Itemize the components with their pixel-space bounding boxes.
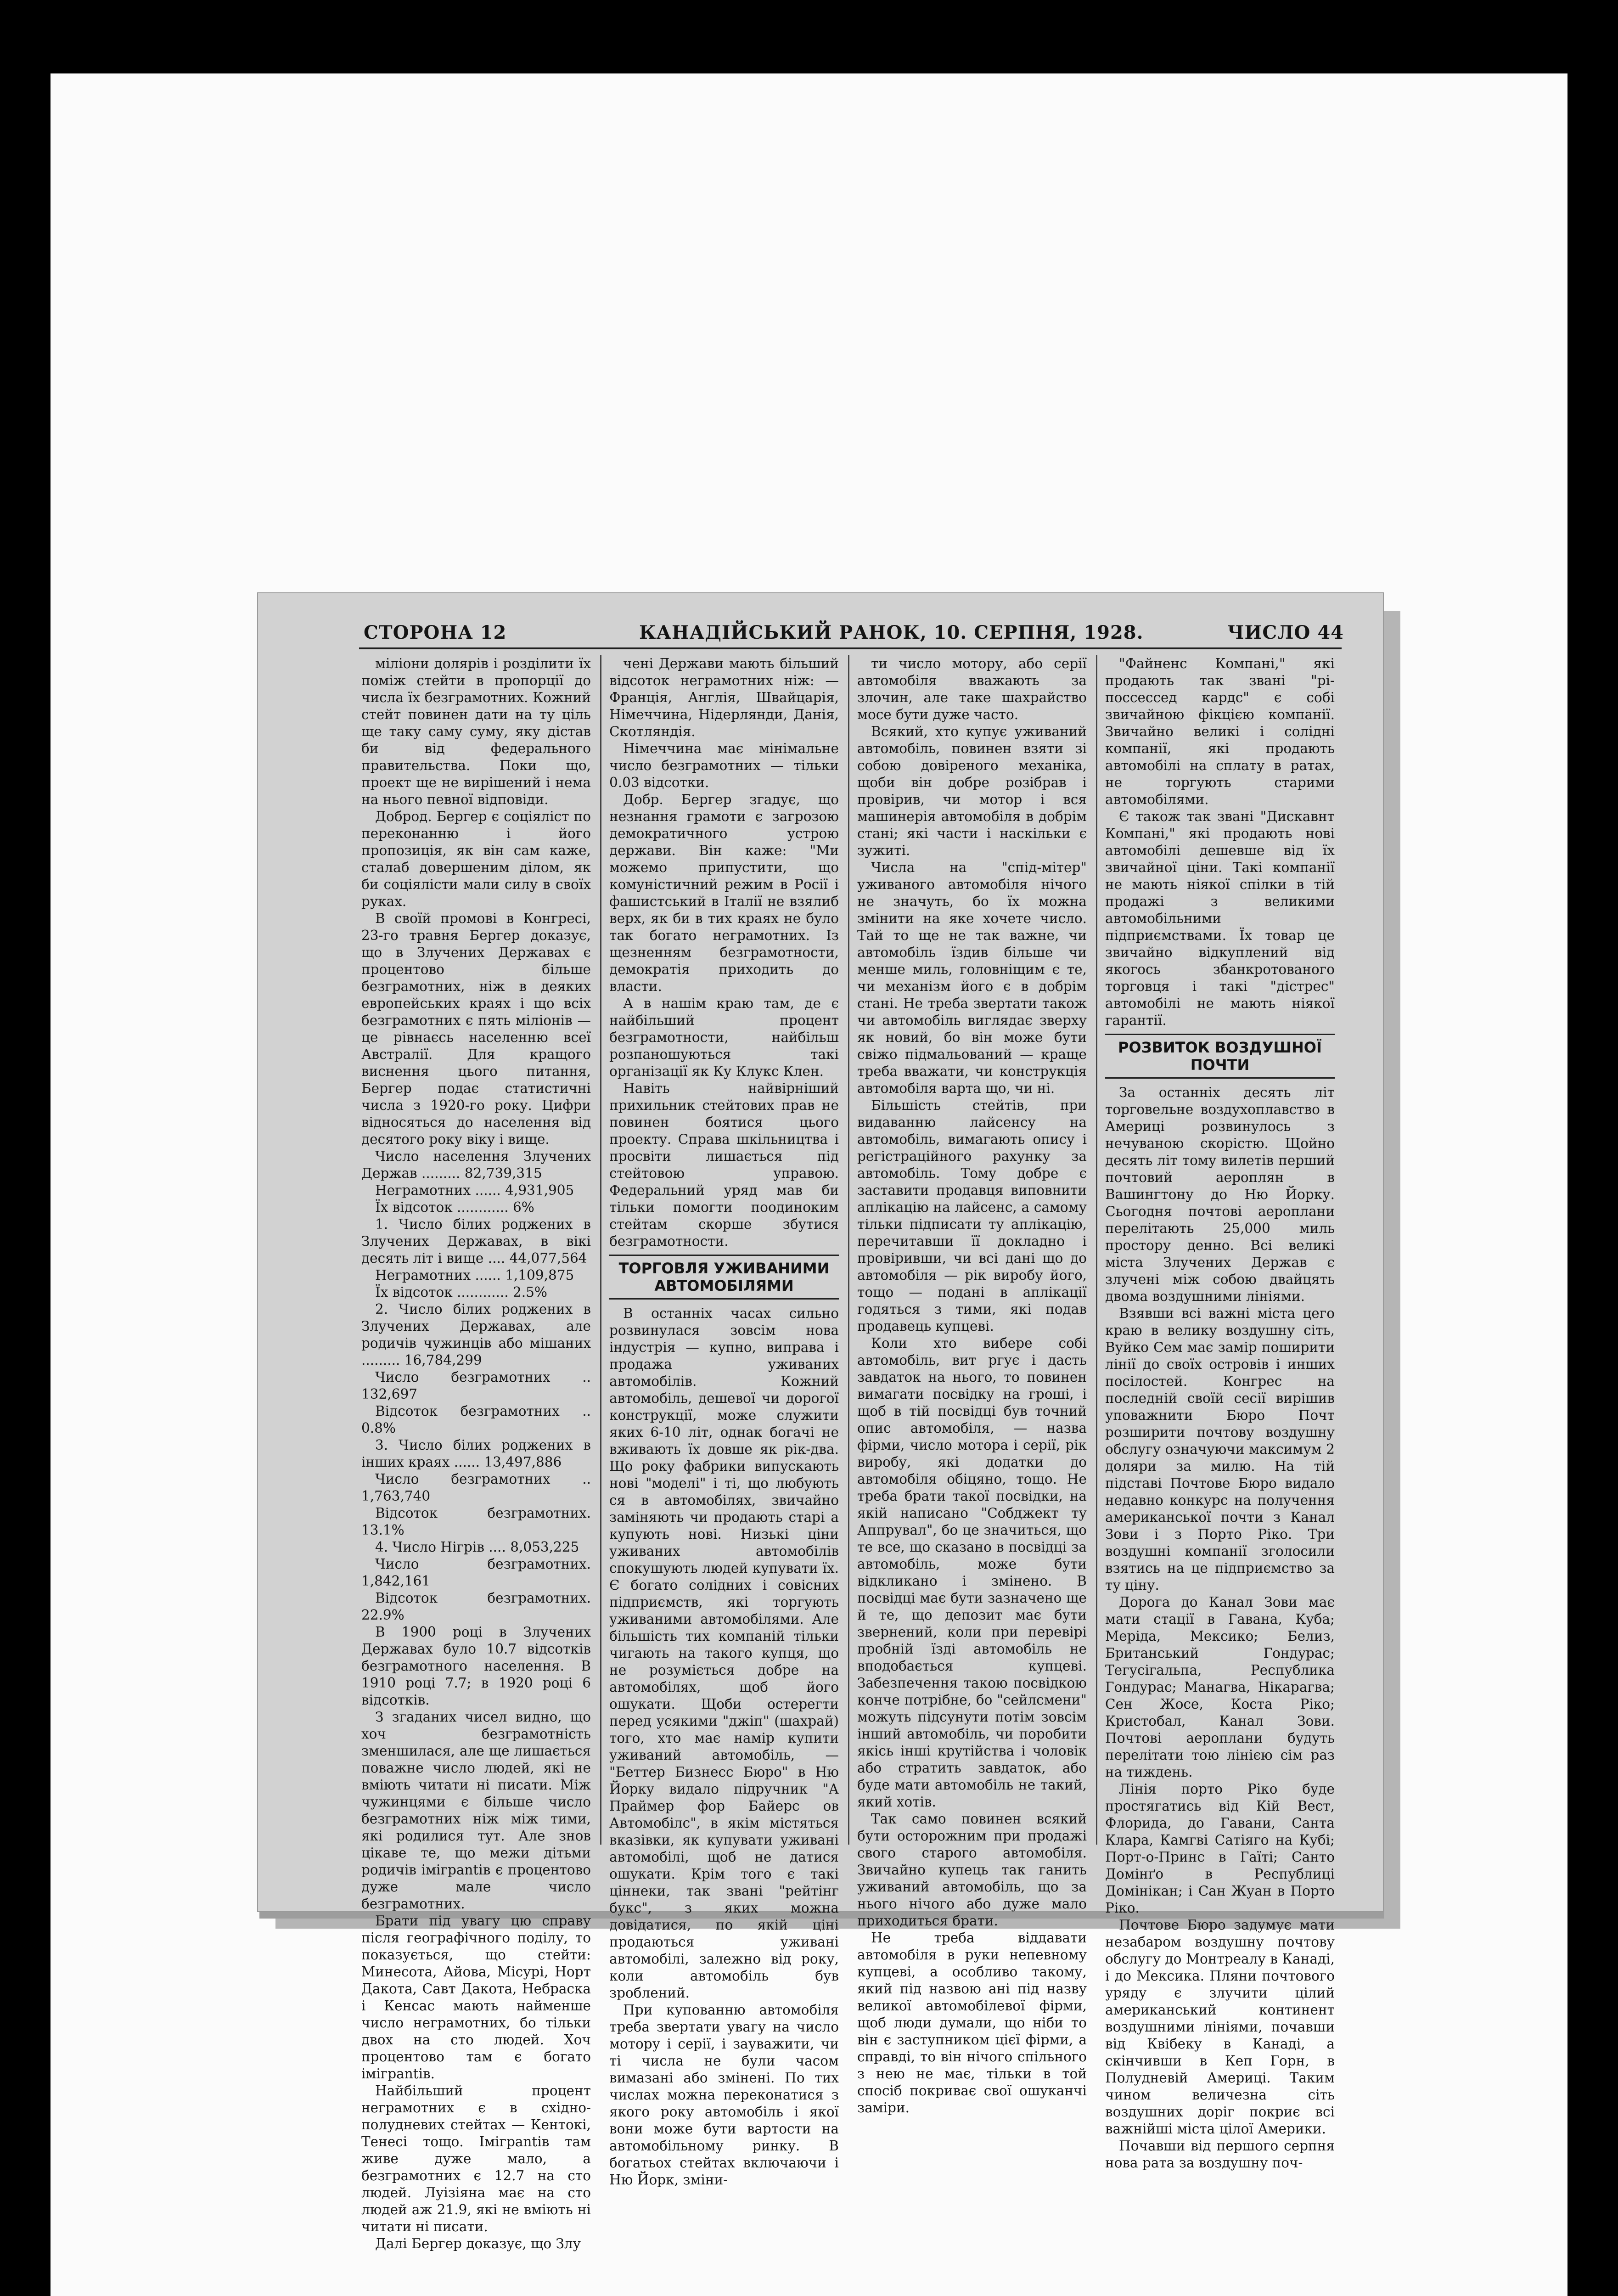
paragraph: Є також так звані "Дискавнт Компані," які продають нові автомобілі дешевше від їх звичайної ціни. Такі компанії не мають ніякої спілки в тій продажі з великими автомобільними підприємствами. Їх товар це звичайно відкуплений від якогось збанкротованого торговця і такі "дістрес" автомобілі не мають ніякої гарантії. [1105, 809, 1335, 1028]
header-rule [359, 647, 1342, 649]
paragraph: Взявши всі важні міста цего краю в велику воздушну сіть, Вуйко Сем має замір поширити лінії до своїх островів і инших посілостей. Конгрес на последній своїй сесії вирішив уповажнити Бюро Почт розширити почтову воздушну обслугу означуючи максимум 2 доляри за милю. На тій підставі Почтове Бюро видало недавно конкурс на получення американської почти з Канал Зови і з Порто Ріко. Три воздушні компанії зголосили взятись на це підприємство за ту ціну. [1105, 1306, 1335, 1593]
paragraph: Дорога до Канал Зови має мати стації в Гавана, Куба; Меріда, Мексико; Белиз, Британський Гондурас; Тегусігальпа, Республика Гондурас; Манагва, Нікарагва; Сен Жосе, Коста Ріко; Кристобал, Канал Зови. Почтові аероплани будуть перелітати тою лінією сім раз на тиждень. [1105, 1594, 1335, 1780]
paragraph: Німеччина має мінімальне число безграмотних — тільки 0.03 відсотки. [609, 741, 839, 790]
paragraph: Лінія порто Ріко буде простягатись від Кій Вест, Флорида, до Гавани, Санта Клара, Камгві Сатіяго на Кубі; Порт-о-Принс в Гаїті; Санто Домінґо в Республиці Домінікан; і Сан Жуан в Порто Ріко. [1105, 1781, 1335, 1916]
column-2-top [609, 655, 839, 1250]
paragraph: В останніх часах сильно розвинулася зовсім нова індустрія — купно, виправа і продажа уживаних автомобілів. Кожний автомобіль, дешевої чи дорогої конструкції, може служити яких 6-10 літ, однак богачі не вживають їх довше як рік-два. Що року фабрики випускають нові "моделі" і ті, що любують ся в автомобілях, звичайно заміняють чи продають старі а купують нові. Низькі ціни уживаних автомобілів спокушують людей купувати їх. Є богато солідних і совісних підприємств, які торгують уживаними автомобілями. Але більшість тих компаній тільки чигають на такого купця, що не розуміється добре на автомобілях, щоб його ошукати. Щоби остерегти перед усякими "джіп" (шахрай) того, хто має намір купити уживаний автомобіль, — "Беттер Бизнесс Бюро" в Ню Йорку видало підручник "А Праймер фор Байерс ов Автомобілс", в якім містяться вказівки, як купувати уживані автомобілі, щоб не датися ошукати. Крім того є такі ціннеки, так звані "рейтінг букс", з яких можна довідатися, по якій ціні продаються уживані автомобілі, залежно від року, коли автомобіль був зроблений. [609, 1306, 839, 2001]
paragraph: 4. Число Нігрів .... 8,053,225 [375, 1539, 579, 1555]
paragraph: Неграмотних ...... 4,931,905 [375, 1182, 574, 1198]
column-1 [361, 655, 591, 2251]
paragraph: Їх відсоток ............ 2.5% [375, 1284, 547, 1300]
paragraph: Більшість стейтів, при видаванню лайсенсу на автомобіль, вимагають опису і регістраційного рахунку за автомобіль. Тому добре є заставити продавця виповнити аплікацію на лайсенс, а самому тільки підписати ту аплікацію, перечитавши її докладно і провіривши, чи всі дані що до автомобіля — рік виробу його, тощо — подані в аплікації годяться з тими, які подав продавець купцеві. [857, 1097, 1087, 1334]
paragraph: При купованню автомобіля треба звертати увагу на число мотору і серії, і зауважити, чи ті числа не були часом вимазані або змінені. По тих числах можна переконатися з якого року автомобіль і якої вони може бути вартости на автомобільному ринку. В богатьох стейтах включаючи і Ню Йорк, зміни- [609, 2002, 839, 2188]
paragraph: Так само повинен всякий бути осторожним при продажі свого старого автомобіля. Звичайно купець так ганить уживаний автомобіль, що за нього нічого або дуже мало приходиться брати. [857, 1811, 1087, 1929]
paragraph: Числа на "спід-мітер" уживаного автомобіля нічого не значуть, бо їх можна змінити на яке хочете число. Тай то ще не так важне, чи автомобіль їздив більше чи менше миль, головніщим є те, чи механізм його є в добрім стані. Не треба звертати також чи автомобіль виглядає зверху як новий, бо він може бути свіжо підмальований — краще треба вважати, чи конструкція автомобіля варта що, чи ні. [857, 860, 1087, 1096]
paragraph: Відсоток безграмотних. 13.1% [361, 1505, 591, 1538]
paragraph: 2. Число білих роджених в Злучених Державах, але родичів чужинців або мішаних ......... 16,784,299 [361, 1301, 591, 1368]
paragraph: Всякий, хто купує уживаний автомобіль, повинен взяти зі собою довіреного механіка, щоби він добре розібрав і провірив, чи мотор і вся машинерія автомобіля в добрім стані; які части і наскільки є зужиті. [857, 724, 1087, 858]
paragraph: За останніх десять літ торговельне воздухоплавство в Америці розвинулось з нечуваною скорістю. Щойно десять літ тому вилетів перший почтовий аероплян в Вашингтону до Ню Йорку. Сьогодня почтові аероплани перелітають 25,000 миль простору денно. Всі великі міста Злучених Держав є злучені між собою двайцять двома воздушними лініями. [1105, 1085, 1335, 1304]
paragraph: Навіть найвірніший прихильник стейтових прав не повинен боятися цього проекту. Справа шкільництва і просвіти лишається під стейтовою управою. Федеральний уряд мав би тільки помогти поодиноким стейтам скорше збутися безграмотности. [609, 1080, 839, 1249]
column-2 [609, 655, 839, 2188]
paragraph: міліони долярів і розділити їх поміж стейти в пропорції до числа їх безграмотних. Кожний стейт повинен дати на ту ціль ще таку саму суму, яку дістав би від федерального правительства. Поки що, проект ще не вирішений і нема на нього певної відповіди. [361, 656, 591, 807]
paragraph: Число безграмотних. 1,842,161 [361, 1556, 591, 1589]
paragraph: Почавши від першого серпня нова рата за воздушну поч- [1105, 2138, 1335, 2171]
paragraph: Відсоток безграмотних .. 0.8% [361, 1403, 591, 1436]
issue-number: ЧИСЛО 44 [1227, 622, 1344, 643]
paragraph: Не треба віддавати автомобіля в руки непевному купцеві, а особливо такому, який під назвою ані під назву великої автомобілевої фірми, щоб люди думали, що ніби то він є заступником цієї фірми, а справді, то він нічого спільного з нею не має, тільки в той спосіб покриває свої ошуканчі заміри. [857, 1930, 1087, 2116]
page-header [258, 593, 1383, 644]
newspaper-page [257, 592, 1384, 2251]
paragraph: ти число мотору, або серії автомобіля вважають за злочин, але таке шахрайство мосе бути дуже часто. [857, 656, 1087, 722]
paragraph: В своїй промові в Конгресі, 23-го травня Бергер доказує, що в Злучених Державах є процентово більше безграмотних, ніж в деяких европейських краях і що всіх безграмотних є пять міліонів — це рівнаєсь населенню всеї Австралії. Для кращого виснення цього питання, Бергер подає статистичні числа з 1920-го року. Цифри відносяться до населення від десятого року віку і вище. [361, 911, 591, 1147]
paragraph: Найбільший процент неграмотних є в східно-полудневих стейтах — Кентокі, Тенесі тощо. Іміграntів там живе дуже мало, а безграмотних є 12.7 на сто людей. Луізіяна має на сто людей аж 21.9, які не вміють ні читати ні писати. [361, 2083, 591, 2234]
paragraph: Неграмотних ...... 1,109,875 [375, 1267, 574, 1283]
paragraph: Коли хто вибере собі автомобіль, вит ргує і дасть завдаток на нього, то повинен вимагати посвідку на гроші, і щоб в тій посвідці був точний опис автомобіля, — назва фірми, число мотора і серії, рік виробу, які додатки до автомобіля обіцяно, тощо. Не треба брати такої посвідки, на якій написано "Собджект ту Аппрувал", бо це значиться, що те все, що сказано в посвідці за автомобіль, може бути відкликано і змінено. В посвідці має бути зазначено ще й те, що депозит має бути звернений, коли при перевірі пробній їзді автомобіль не вподобається купцеві. Забезпечення такою посвідкою конче потрібне, бо "сейлсмени" можуть підсунути потім зовсім інший автомобіль, чи поробити якісь інші крутійства і чоловік або стратить завдаток, або буде мати автомобіль не такий, який хотів. [857, 1335, 1087, 1810]
paragraph: Брати під увагу цю справу після географічного поділу, то показується, що стейти: Минесота, Айова, Місурі, Норт Дакота, Савт Дакота, Небраска і Кенсас мають найменше число неграмотних, бо тільки двох на сто людей. Хоч процентово там є богато іміграntів. [361, 1913, 591, 2082]
paragraph: Відсоток безграмотних. 22.9% [361, 1590, 591, 1623]
paragraph: Число безграмотних .. 1,763,740 [361, 1471, 591, 1504]
paragraph: Доброд. Бергер є соціяліст по переконанню і його пропозиція, як він сам каже, сталаб довершеним ділом, як би соціялісти мали силу в своїх руках. [361, 809, 591, 909]
paragraph: А в нашім краю там, де є найбільший процент безграмотности, найбільш розпаношуються такі організації як Ку Клукс Клен. [609, 996, 839, 1079]
column-3 [857, 655, 1087, 2116]
column-4-top [1105, 655, 1335, 1029]
paragraph: Далі Бергер доказує, що Злу [375, 2236, 581, 2251]
page-number: СТОРОНА 12 [364, 622, 507, 643]
paragraph: В 1900 році в Злучених Державах було 10.7 відсотків безграмотного населення. В 1910 році 7.7; в 1920 році 6 відсотків. [361, 1624, 591, 1708]
article-headline-used-cars: ТОРГОВЛЯ УЖИВАНИМИ АВТОМОБІЛЯМИ [609, 1255, 839, 1300]
paragraph: Число безграмотних .. 132,697 [361, 1369, 591, 1402]
column-4-bottom [1105, 1084, 1335, 2172]
paragraph: чені Держави мають більший відсоток неграмотних ніж: — Франція, Англія, Швайцарія, Німеччина, Нідерлянди, Данія, Скотляндія. [609, 656, 839, 739]
column-divider [1096, 655, 1097, 1845]
column-4 [1105, 655, 1335, 2171]
column-divider [600, 655, 601, 1845]
paragraph: 3. Число білих роджених в інших краях ...... 13,497,886 [361, 1437, 591, 1470]
paragraph: Число населення Злучених Держав ......... 82,739,315 [361, 1148, 591, 1181]
paragraph: З згаданих чисел видно, що хоч безграмотність зменшилася, але ще лишається поважне число людей, які не вміють читати ні писати. Між чужинцями є більше число безграмотних ніж між тими, які родилися тут. Але знов цікаве те, що межи дітьми родичів іміграntів є процентово дуже мале число безграмотних. [361, 1709, 591, 1912]
article-headline-air-mail: РОЗВИТОК ВОЗДУШНОЇ ПОЧТИ [1105, 1034, 1335, 1079]
paragraph: 1. Число білих роджених в Злучених Державах, в вікі десять літ і вище .... 44,077,564 [361, 1216, 591, 1266]
paragraph: Їх відсоток ............ 6% [375, 1199, 534, 1215]
paragraph: Почтове Бюро задумує мати незабаром воздушну почтову обслугу до Монтреалу в Канаді, і до Мексика. Пляни почтового уряду є злучити цілий американський континент воздушними лініями, почавши від Квібеку в Канаді, а скінчивши в Кеп Горн, в Полудневій Америці. Таким чином величезна сіть воздушних доріг покриє всі важнійші міста цілої Америки. [1105, 1917, 1335, 2137]
column-divider [848, 655, 849, 1845]
paragraph: Добр. Бергер згадує, що незнання грамоти є загрозою демократичного устрою держави. Він каже: "Ми можемо припустити, що комуністичний режим в Росії і фашистський в Італії не взялиб верх, як би в тих краях не було так богато неграмотних. Із щезненням безграмотности, демократія приходить до власти. [609, 792, 839, 994]
masthead-date: КАНАДІЙСЬКИЙ РАНОК, 10. СЕРПНЯ, 1928. [639, 622, 1144, 643]
column-2-bottom [609, 1305, 839, 2189]
paragraph: "Файненс Компані," які продають так звані "рі-поссессед кардс" є собі звичайною фікцією компанії. Звичайно великі і солідні компанії, які продають автомобілі на сплату в ратах, не торгують старими автомобілями. [1105, 656, 1335, 807]
